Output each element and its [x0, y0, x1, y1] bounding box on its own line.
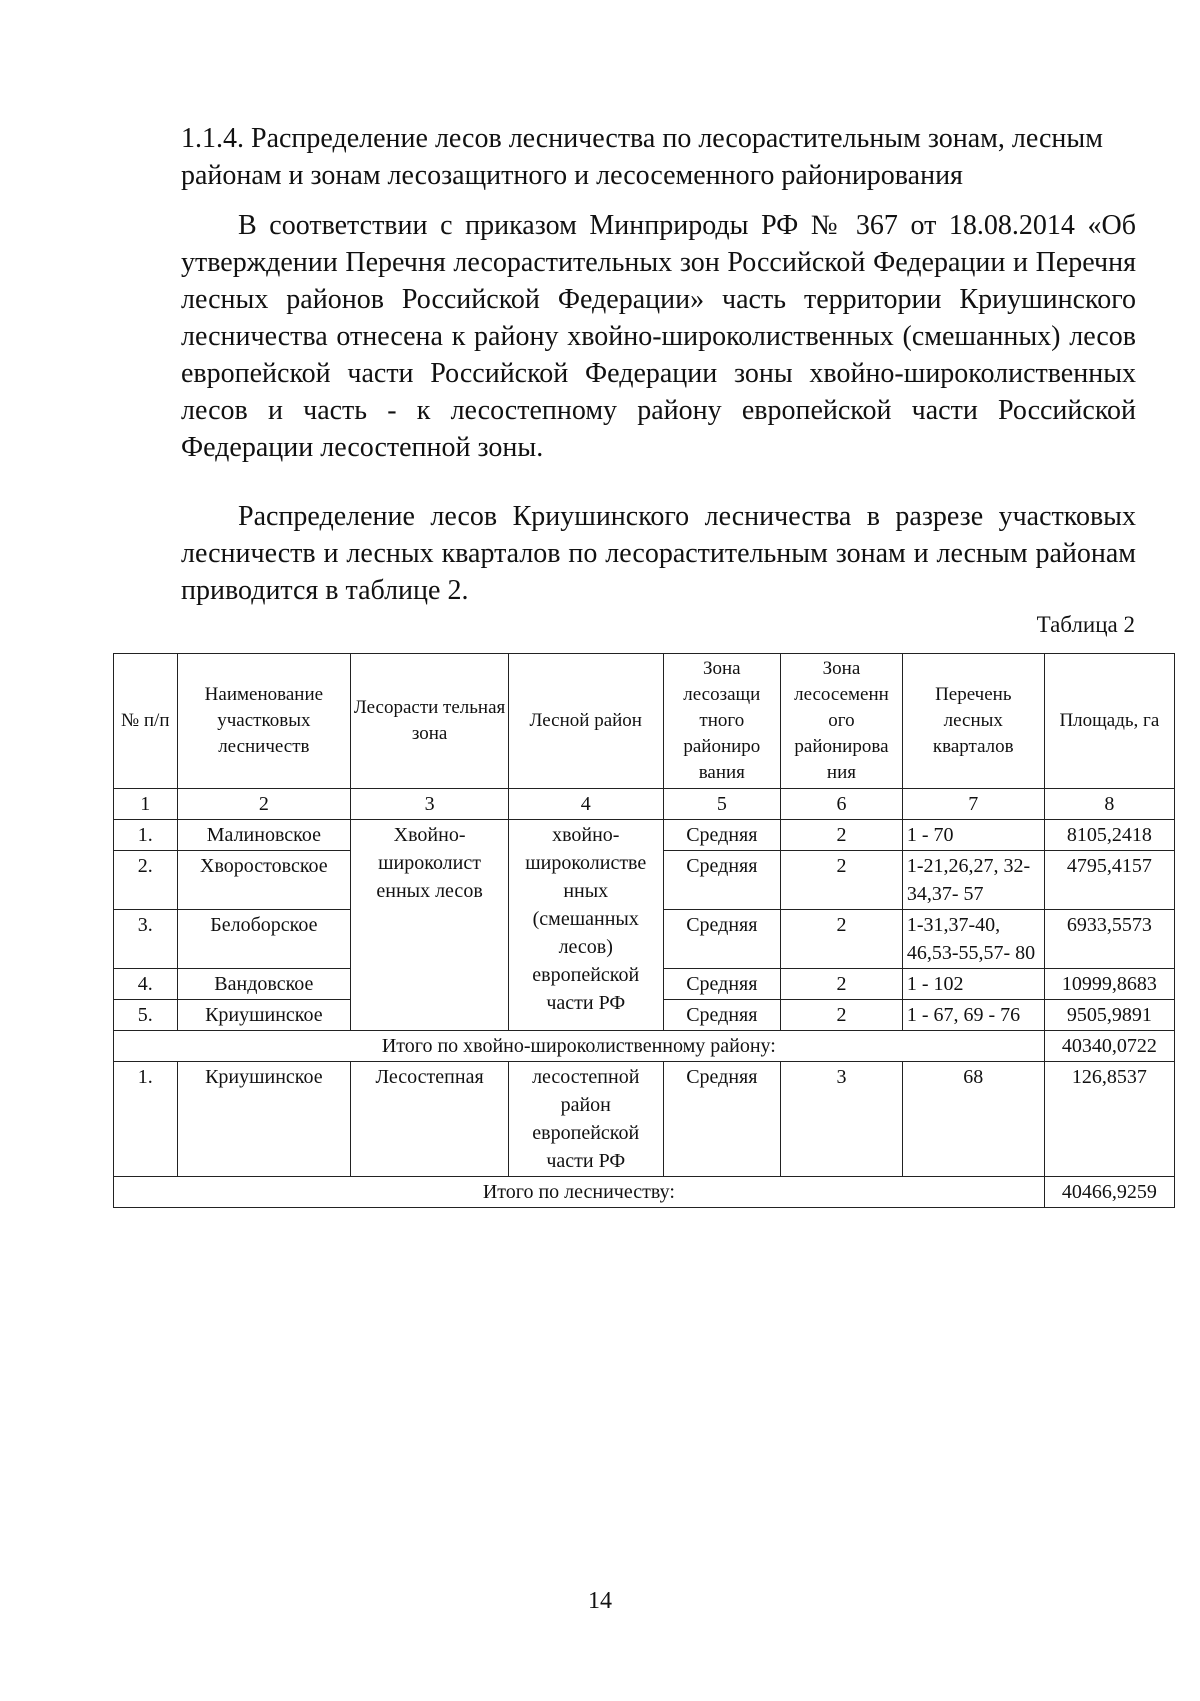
paragraph-distribution: Распределение лесов Криушинского лесничества в разрезе участковых лесничеств и лесных кварталов по лесорастительным зонам и лесным районам приводится в таблице 2.	[181, 501, 1136, 606]
forest-distribution-table	[113, 653, 1175, 1208]
subtotal-row	[114, 1031, 1175, 1062]
row-number: 5.	[114, 1000, 178, 1031]
protection-zone: Средняя	[663, 910, 781, 969]
section-heading: 1.1.4. Распределение лесов лесничества по лесорастительным зонам, лесным районам и зонам лесозащитного и лесосеменного районирования	[181, 123, 1103, 191]
column-number: 4	[508, 789, 663, 820]
forestry-name: Вандовское	[177, 969, 351, 1000]
seed-zone: 2	[781, 820, 903, 851]
row-number: 3.	[114, 910, 178, 969]
row-number: 1.	[114, 820, 178, 851]
protection-zone: Средняя	[663, 969, 781, 1000]
column-number: 7	[902, 789, 1044, 820]
area-value: 9505,9891	[1044, 1000, 1174, 1031]
vegetation-zone: Лесостепная	[351, 1062, 509, 1177]
column-number: 5	[663, 789, 781, 820]
area-value: 4795,4157	[1044, 851, 1174, 910]
header-cell: № п/п	[114, 654, 178, 789]
forest-district: хвойно- широколистве нных (смешанных лесов) европейской части РФ	[508, 820, 663, 1031]
quarters-list: 1 - 70	[902, 820, 1044, 851]
forestry-name: Криушинское	[177, 1000, 351, 1031]
vegetation-zone: Хвойно- широколист енных лесов	[351, 820, 509, 1031]
forest-district: лесостепной район европейской части РФ	[508, 1062, 663, 1177]
grand-total-row	[114, 1177, 1175, 1208]
quarters-list: 68	[902, 1062, 1044, 1177]
forestry-name: Малиновское	[177, 820, 351, 851]
seed-zone: 3	[781, 1062, 903, 1177]
seed-zone: 2	[781, 1000, 903, 1031]
forestry-name: Криушинское	[177, 1062, 351, 1177]
area-value: 10999,8683	[1044, 969, 1174, 1000]
seed-zone: 2	[781, 969, 903, 1000]
header-cell: Перечень лесных кварталов	[902, 654, 1044, 789]
forestry-name: Хворостовское	[177, 851, 351, 910]
forestry-name: Белоборское	[177, 910, 351, 969]
table-row	[114, 820, 1175, 851]
quarters-list: 1-31,37-40, 46,53-55,57- 80	[902, 910, 1044, 969]
quarters-list: 1-21,26,27, 32-34,37- 57	[902, 851, 1044, 910]
subtotal-label: Итого по хвойно-широколиственному району:	[114, 1031, 1045, 1062]
quarters-list: 1 - 67, 69 - 76	[902, 1000, 1044, 1031]
paragraph-order: В соответствии с приказом Минприроды РФ № 367 от 18.08.2014 «Об утверждении Перечня лесорастительных зон Российской Федерации и Перечня лесных районов Российской Федерации» часть территории Криушинского лесничества отнесена к району хвойно-широколиственных (смешанных) лесов европейской части Российской Федерации зоны хвойно-широколиственных лесов и часть - к лесостепному району европейской части Российской Федерации лесостепной зоны.	[181, 210, 1136, 463]
subtotal-value: 40340,0722	[1044, 1031, 1174, 1062]
area-value: 126,8537	[1044, 1062, 1174, 1177]
seed-zone: 2	[781, 851, 903, 910]
column-number-row	[114, 789, 1175, 820]
header-cell: Лесорасти тельная зона	[351, 654, 509, 789]
area-value: 8105,2418	[1044, 820, 1174, 851]
page-number: 14	[588, 1588, 612, 1614]
protection-zone: Средняя	[663, 851, 781, 910]
area-value: 6933,5573	[1044, 910, 1174, 969]
header-cell: Зона лесозащи тного райониро вания	[663, 654, 781, 789]
header-cell: Наименование участковых лесничеств	[177, 654, 351, 789]
quarters-list: 1 - 102	[902, 969, 1044, 1000]
row-number: 1.	[114, 1062, 178, 1177]
header-cell: Зона лесосеменн ого районирова ния	[781, 654, 903, 789]
header-cell: Площадь, га	[1044, 654, 1174, 789]
row-number: 2.	[114, 851, 178, 910]
row-number: 4.	[114, 969, 178, 1000]
column-number: 6	[781, 789, 903, 820]
grand-total-label: Итого по лесничеству:	[114, 1177, 1045, 1208]
column-number: 8	[1044, 789, 1174, 820]
header-cell: Лесной район	[508, 654, 663, 789]
table-label: Таблица 2	[1036, 612, 1135, 637]
table-row	[114, 1062, 1175, 1177]
column-number: 1	[114, 789, 178, 820]
protection-zone: Средняя	[663, 820, 781, 851]
table-header-row	[114, 654, 1175, 789]
protection-zone: Средняя	[663, 1062, 781, 1177]
seed-zone: 2	[781, 910, 903, 969]
grand-total-value: 40466,9259	[1044, 1177, 1174, 1208]
column-number: 2	[177, 789, 351, 820]
column-number: 3	[351, 789, 509, 820]
protection-zone: Средняя	[663, 1000, 781, 1031]
